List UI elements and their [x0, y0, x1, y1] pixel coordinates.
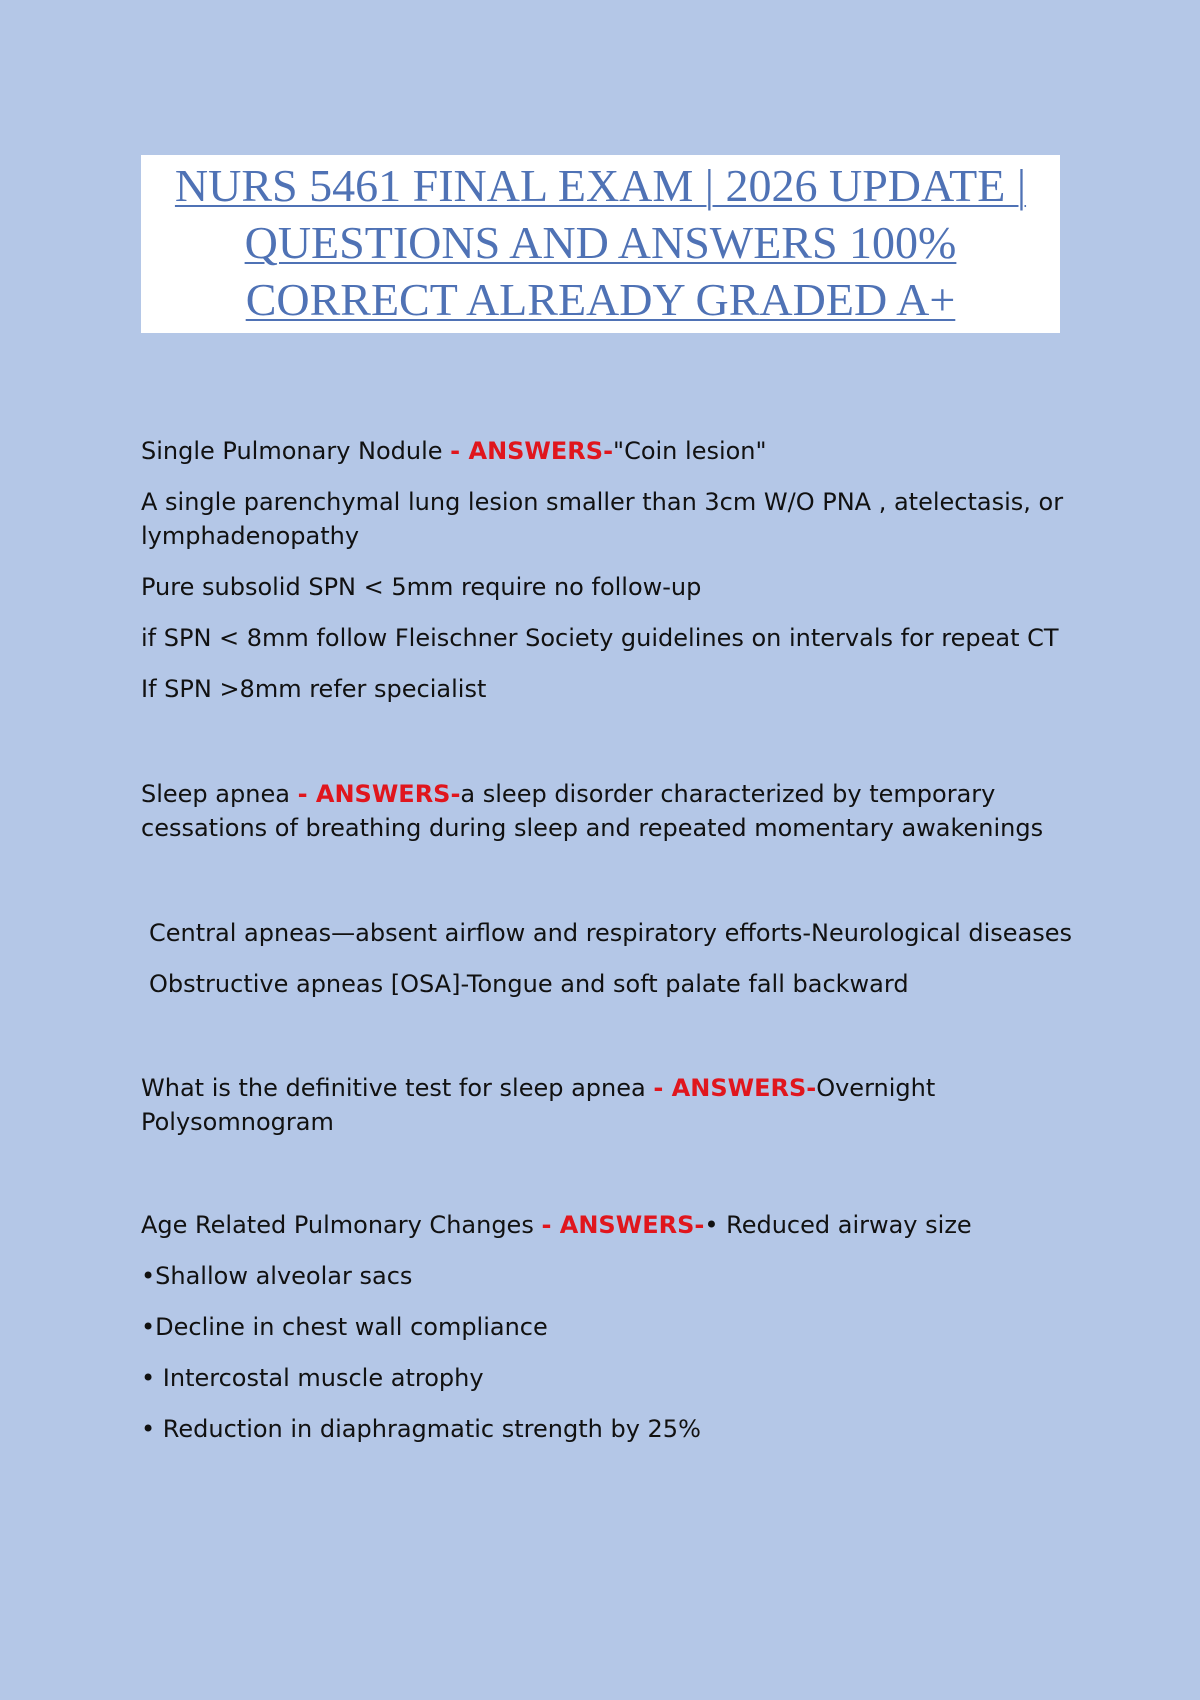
detail-line: if SPN < 8mm follow Fleischner Society guidelines on intervals for repeat CT	[141, 624, 1059, 652]
bullet-item: •Shallow alveolar sacs	[141, 1262, 413, 1290]
answers-tag: - ANSWERS-	[297, 780, 461, 808]
title-line-2: QUESTIONS AND ANSWERS 100%	[244, 217, 957, 268]
question-line	[141, 434, 1081, 468]
answers-tag: - ANSWERS-	[450, 437, 614, 465]
answer-text: Overnight	[816, 1074, 936, 1102]
detail-line: If SPN >8mm refer specialist	[141, 675, 487, 703]
apnea-type-line: Obstructive apneas [OSA]-Tongue and soft palate fall backward	[149, 970, 909, 998]
qa-block-sleep-apnea	[141, 777, 1081, 845]
title-box	[141, 155, 1060, 333]
answer-continuation: cessations of breathing during sleep and repeated momentary awakenings	[141, 814, 1044, 842]
bullet-item: •Decline in chest wall compliance	[141, 1313, 548, 1341]
qa-block-single-pulmonary-nodule	[141, 434, 1081, 706]
apnea-types-block	[141, 916, 1081, 1001]
qa-block-definitive-test	[141, 1071, 1081, 1139]
bullet-item: • Reduction in diaphragmatic strength by 25%	[141, 1415, 701, 1443]
question-line	[141, 1071, 1081, 1105]
answer-text: • Reduced airway size	[704, 1211, 972, 1239]
answers-tag: - ANSWERS-	[653, 1074, 817, 1102]
question-term: Age Related Pulmonary Changes	[141, 1211, 542, 1239]
answer-continuation: Polysomnogram	[141, 1108, 334, 1136]
title-line-1: NURS 5461 FINAL EXAM | 2026 UPDATE |	[174, 160, 1027, 211]
question-term: What is the definitive test for sleep apnea	[141, 1074, 654, 1102]
qa-block-age-related-changes	[141, 1208, 1081, 1446]
title-line-3: CORRECT ALREADY GRADED A+	[245, 274, 956, 325]
question-term: Single Pulmonary Nodule	[141, 437, 451, 465]
answer-text: "Coin lesion"	[613, 437, 767, 465]
question-term: Sleep apnea	[141, 780, 298, 808]
apnea-type-line: Central apneas—absent airflow and respiratory efforts-Neurological diseases	[149, 919, 1073, 947]
bullet-item: • Intercostal muscle atrophy	[141, 1364, 484, 1392]
detail-line: A single parenchymal lung lesion smaller than 3cm W/O PNA , atelectasis, or	[141, 488, 1064, 516]
detail-line: lymphadenopathy	[141, 522, 360, 550]
question-line	[141, 1208, 1081, 1242]
question-line	[141, 777, 1081, 811]
answer-text: a sleep disorder characterized by temporary	[460, 780, 996, 808]
detail-line: Pure subsolid SPN < 5mm require no follow-up	[141, 573, 702, 601]
answers-tag: - ANSWERS-	[541, 1211, 705, 1239]
